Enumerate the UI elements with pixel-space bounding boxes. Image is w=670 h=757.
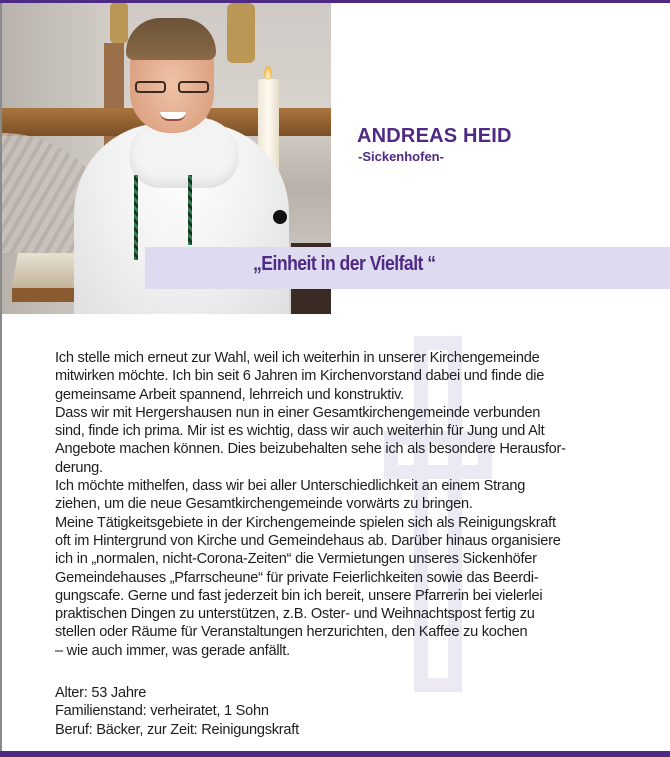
statement-line: stellen oder Räume für Veranstaltungen herzurichten, den Kaffee zu kochen	[55, 624, 528, 641]
statement-line: ich in „normalen, nicht-Corona-Zeiten“ die Vermietungen unseres Sickenhöfer	[55, 551, 537, 568]
candidate-name: ANDREAS HEID	[357, 125, 512, 147]
statement-line: gemeinsame Arbeit spannend, lehrreich und konstruktiv.	[55, 386, 404, 403]
statement-line: Gemeindehauses „Pfarrscheune“ für private Feierlichkeiten sowie das Beerdi-	[55, 569, 539, 586]
candidate-facts	[55, 684, 299, 739]
statement-line: sind, finde ich prima. Mir ist es wichtig, dass wir auch weiterhin für Jung und Alt	[55, 423, 545, 440]
statement-line: derung.	[55, 459, 103, 476]
statement-line: oft im Hintergrund von Kirche und Gemeindehaus ab. Darüber hinaus organisiere	[55, 532, 561, 549]
statement-line: praktischen Dingen zu unterstützen, z.B. Oster- und Weihnachtspost fertig zu	[55, 606, 535, 623]
fact-job: Beruf: Bäcker, zur Zeit: Reinigungskraft	[55, 721, 299, 738]
candidate-statement	[55, 349, 645, 660]
candidate-town: -Sickenhofen-	[358, 149, 444, 164]
statement-line: Dass wir mit Hergershausen nun in einer Gesamtkirchengemeinde verbunden	[55, 404, 541, 421]
statement-line: – wie auch immer, was gerade anfällt.	[55, 642, 290, 659]
statement-line: gungscafe. Gerne und fast jederzeit bin ich bereit, unsere Pfarrerin bei vielerlei	[55, 587, 543, 604]
statement-line: Ich stelle mich erneut zur Wahl, weil ich weiterhin in unserer Kirchengemeinde	[55, 350, 540, 366]
statement-line: mitwirken möchte. Ich bin seit 6 Jahren im Kirchenvorstand dabei und finde die	[55, 368, 545, 385]
statement-line: Ich möchte mithelfen, dass wir bei aller Unterschiedlichkeit an einem Strang	[55, 478, 526, 495]
candidate-slogan: „Einheit in der Vielfalt “	[253, 253, 436, 275]
statement-line: ziehen, um die neue Gesamtkirchengemeinde vorwärts zu bringen.	[55, 496, 473, 513]
statement-line: Meine Tätigkeitsgebiete in der Kirchengemeinde spielen sich als Reinigungskraft	[55, 514, 556, 531]
statement-line: Angebote machen können. Dies beizubehalten sehe ich als besondere Herausfor-	[55, 441, 566, 458]
bottom-accent-bar	[0, 751, 670, 757]
fact-family: Familienstand: verheiratet, 1 Sohn	[55, 703, 269, 720]
fact-age: Alter: 53 Jahre	[55, 685, 147, 701]
